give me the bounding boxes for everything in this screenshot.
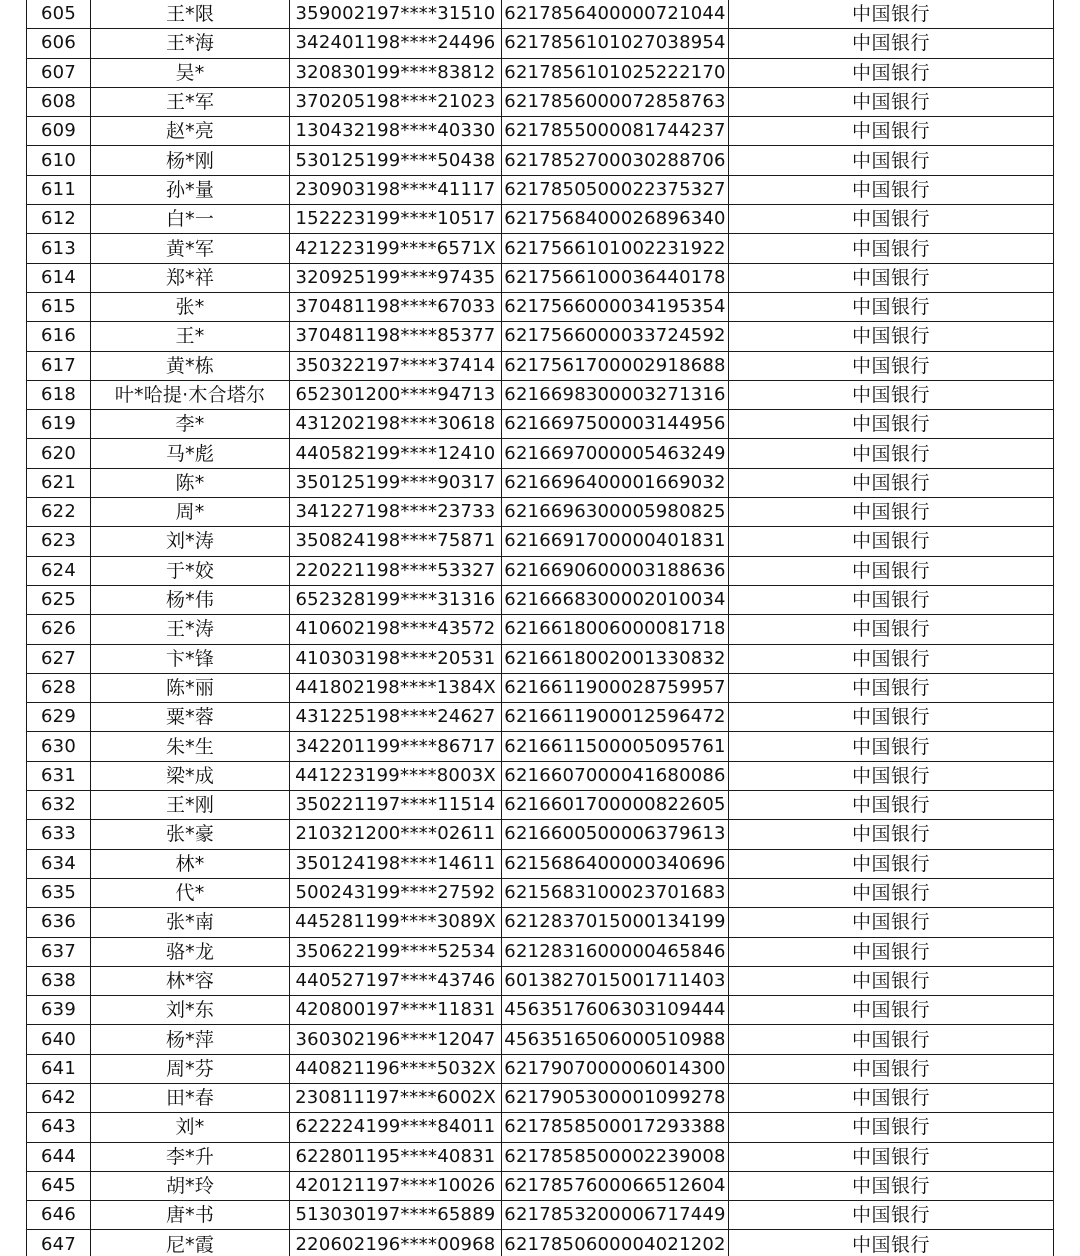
- cell-bank: 中国银行: [729, 732, 1054, 761]
- cell-row-number: 627: [27, 644, 91, 673]
- cell-account-number: 6216601700000822605: [502, 791, 729, 820]
- cell-bank: 中国银行: [729, 703, 1054, 732]
- cell-account-number: 6217856400000721044: [502, 0, 729, 29]
- cell-row-number: 608: [27, 87, 91, 116]
- table-row: [27, 849, 1054, 878]
- table-row: [27, 673, 1054, 702]
- cell-name: 王*海: [91, 29, 290, 58]
- cell-account-number: 6013827015001711403: [502, 966, 729, 995]
- cell-id-number: 410303198****20531: [290, 644, 502, 673]
- cell-row-number: 628: [27, 673, 91, 702]
- table-row: [27, 1201, 1054, 1230]
- cell-bank: 中国银行: [729, 439, 1054, 468]
- cell-name: 赵*亮: [91, 117, 290, 146]
- cell-id-number: 530125199****50438: [290, 146, 502, 175]
- cell-account-number: 6217856101025222170: [502, 58, 729, 87]
- cell-bank: 中国银行: [729, 29, 1054, 58]
- cell-id-number: 152223199****10517: [290, 205, 502, 234]
- cell-id-number: 359002197****31510: [290, 0, 502, 29]
- cell-name: 刘*东: [91, 996, 290, 1025]
- cell-bank: 中国银行: [729, 644, 1054, 673]
- table-row: [27, 117, 1054, 146]
- cell-bank: 中国银行: [729, 1054, 1054, 1083]
- cell-bank: 中国银行: [729, 468, 1054, 497]
- cell-name: 卞*锋: [91, 644, 290, 673]
- cell-bank: 中国银行: [729, 263, 1054, 292]
- cell-id-number: 420121197****10026: [290, 1171, 502, 1200]
- cell-bank: 中国银行: [729, 1083, 1054, 1112]
- cell-bank: 中国银行: [729, 1142, 1054, 1171]
- cell-account-number: 6216668300002010034: [502, 585, 729, 614]
- cell-name: 周*: [91, 498, 290, 527]
- cell-row-number: 618: [27, 380, 91, 409]
- cell-row-number: 638: [27, 966, 91, 995]
- cell-id-number: 431225198****24627: [290, 703, 502, 732]
- cell-bank: 中国银行: [729, 1025, 1054, 1054]
- cell-row-number: 624: [27, 556, 91, 585]
- cell-row-number: 609: [27, 117, 91, 146]
- cell-id-number: 341227198****23733: [290, 498, 502, 527]
- table-row: [27, 1054, 1054, 1083]
- cell-account-number: 6216611500005095761: [502, 732, 729, 761]
- cell-name: 梁*成: [91, 761, 290, 790]
- cell-bank: 中国银行: [729, 791, 1054, 820]
- cell-name: 孙*量: [91, 175, 290, 204]
- cell-row-number: 632: [27, 791, 91, 820]
- cell-name: 陈*: [91, 468, 290, 497]
- cell-name: 张*豪: [91, 820, 290, 849]
- cell-id-number: 320830199****83812: [290, 58, 502, 87]
- table-row: [27, 1083, 1054, 1112]
- cell-bank: 中国银行: [729, 205, 1054, 234]
- cell-account-number: 6216607000041680086: [502, 761, 729, 790]
- cell-row-number: 623: [27, 527, 91, 556]
- cell-id-number: 440582199****12410: [290, 439, 502, 468]
- cell-account-number: 6217905300001099278: [502, 1083, 729, 1112]
- table-row: [27, 644, 1054, 673]
- cell-name: 郑*祥: [91, 263, 290, 292]
- cell-name: 朱*生: [91, 732, 290, 761]
- cell-account-number: 6217566000034195354: [502, 292, 729, 321]
- table-row: [27, 1025, 1054, 1054]
- cell-row-number: 636: [27, 908, 91, 937]
- cell-name: 吴*: [91, 58, 290, 87]
- cell-account-number: 6217857600066512604: [502, 1171, 729, 1200]
- cell-id-number: 652301200****94713: [290, 380, 502, 409]
- cell-id-number: 350125199****90317: [290, 468, 502, 497]
- cell-id-number: 342401198****24496: [290, 29, 502, 58]
- cell-account-number: 6216611900028759957: [502, 673, 729, 702]
- cell-id-number: 350124198****14611: [290, 849, 502, 878]
- cell-row-number: 630: [27, 732, 91, 761]
- cell-row-number: 643: [27, 1113, 91, 1142]
- cell-bank: 中国银行: [729, 761, 1054, 790]
- table-body: [27, 0, 1054, 1256]
- cell-id-number: 500243199****27592: [290, 878, 502, 907]
- cell-bank: 中国银行: [729, 1230, 1054, 1256]
- table-row: [27, 703, 1054, 732]
- cell-id-number: 350622199****52534: [290, 937, 502, 966]
- cell-account-number: 6217566101002231922: [502, 234, 729, 263]
- table-row: [27, 0, 1054, 29]
- cell-bank: 中国银行: [729, 87, 1054, 116]
- cell-row-number: 647: [27, 1230, 91, 1256]
- cell-row-number: 615: [27, 292, 91, 321]
- cell-bank: 中国银行: [729, 585, 1054, 614]
- cell-row-number: 642: [27, 1083, 91, 1112]
- cell-name: 李*: [91, 410, 290, 439]
- cell-id-number: 421223199****6571X: [290, 234, 502, 263]
- cell-name: 王*涛: [91, 615, 290, 644]
- cell-bank: 中国银行: [729, 527, 1054, 556]
- cell-name: 张*南: [91, 908, 290, 937]
- table-row: [27, 1230, 1054, 1256]
- cell-id-number: 370481198****67033: [290, 292, 502, 321]
- cell-bank: 中国银行: [729, 937, 1054, 966]
- cell-row-number: 645: [27, 1171, 91, 1200]
- cell-name: 杨*伟: [91, 585, 290, 614]
- cell-row-number: 606: [27, 29, 91, 58]
- table-row: [27, 996, 1054, 1025]
- cell-row-number: 641: [27, 1054, 91, 1083]
- cell-row-number: 640: [27, 1025, 91, 1054]
- cell-bank: 中国银行: [729, 351, 1054, 380]
- cell-row-number: 622: [27, 498, 91, 527]
- cell-id-number: 370481198****85377: [290, 322, 502, 351]
- cell-row-number: 637: [27, 937, 91, 966]
- cell-bank: 中国银行: [729, 878, 1054, 907]
- cell-bank: 中国银行: [729, 1171, 1054, 1200]
- cell-row-number: 607: [27, 58, 91, 87]
- cell-bank: 中国银行: [729, 410, 1054, 439]
- cell-bank: 中国银行: [729, 58, 1054, 87]
- cell-id-number: 431202198****30618: [290, 410, 502, 439]
- cell-row-number: 631: [27, 761, 91, 790]
- table-row: [27, 205, 1054, 234]
- table-row: [27, 263, 1054, 292]
- cell-account-number: 6216600500006379613: [502, 820, 729, 849]
- cell-id-number: 342201199****86717: [290, 732, 502, 761]
- cell-bank: 中国银行: [729, 146, 1054, 175]
- cell-name: 刘*: [91, 1113, 290, 1142]
- cell-row-number: 633: [27, 820, 91, 849]
- table-row: [27, 732, 1054, 761]
- cell-id-number: 441223199****8003X: [290, 761, 502, 790]
- cell-account-number: 6212831600000465846: [502, 937, 729, 966]
- cell-bank: 中国银行: [729, 175, 1054, 204]
- cell-row-number: 635: [27, 878, 91, 907]
- cell-id-number: 350221197****11514: [290, 791, 502, 820]
- cell-account-number: 6217850500022375327: [502, 175, 729, 204]
- cell-row-number: 605: [27, 0, 91, 29]
- cell-bank: 中国银行: [729, 673, 1054, 702]
- table-row: [27, 439, 1054, 468]
- cell-name: 周*芬: [91, 1054, 290, 1083]
- table-row: [27, 351, 1054, 380]
- cell-account-number: 6217856101027038954: [502, 29, 729, 58]
- cell-bank: 中国银行: [729, 996, 1054, 1025]
- cell-name: 杨*萍: [91, 1025, 290, 1054]
- cell-row-number: 611: [27, 175, 91, 204]
- cell-id-number: 230811197****6002X: [290, 1083, 502, 1112]
- table-row: [27, 410, 1054, 439]
- table-row: [27, 87, 1054, 116]
- cell-bank: 中国银行: [729, 556, 1054, 585]
- cell-account-number: 4563516506000510988: [502, 1025, 729, 1054]
- cell-row-number: 625: [27, 585, 91, 614]
- cell-account-number: 4563517606303109444: [502, 996, 729, 1025]
- cell-account-number: 6216618002001330832: [502, 644, 729, 673]
- cell-name: 唐*书: [91, 1201, 290, 1230]
- cell-id-number: 622801195****40831: [290, 1142, 502, 1171]
- cell-account-number: 6216698300003271316: [502, 380, 729, 409]
- table-row: [27, 234, 1054, 263]
- cell-row-number: 621: [27, 468, 91, 497]
- table-row: [27, 820, 1054, 849]
- cell-row-number: 614: [27, 263, 91, 292]
- cell-account-number: 6217858500017293388: [502, 1113, 729, 1142]
- cell-account-number: 6216696400001669032: [502, 468, 729, 497]
- cell-name: 粟*蓉: [91, 703, 290, 732]
- cell-row-number: 616: [27, 322, 91, 351]
- cell-row-number: 634: [27, 849, 91, 878]
- cell-id-number: 220221198****53327: [290, 556, 502, 585]
- recipient-table: [26, 0, 1054, 1256]
- cell-bank: 中国银行: [729, 322, 1054, 351]
- cell-bank: 中国银行: [729, 1113, 1054, 1142]
- cell-id-number: 420800197****11831: [290, 996, 502, 1025]
- cell-row-number: 620: [27, 439, 91, 468]
- cell-name: 王*军: [91, 87, 290, 116]
- cell-id-number: 220602196****00968: [290, 1230, 502, 1256]
- table-row: [27, 937, 1054, 966]
- cell-name: 林*: [91, 849, 290, 878]
- cell-account-number: 6217566100036440178: [502, 263, 729, 292]
- cell-bank: 中国银行: [729, 966, 1054, 995]
- cell-id-number: 513030197****65889: [290, 1201, 502, 1230]
- cell-name: 代*: [91, 878, 290, 907]
- table-row: [27, 175, 1054, 204]
- cell-bank: 中国银行: [729, 234, 1054, 263]
- table-row: [27, 791, 1054, 820]
- cell-account-number: 6216618006000081718: [502, 615, 729, 644]
- cell-bank: 中国银行: [729, 615, 1054, 644]
- cell-account-number: 6216690600003188636: [502, 556, 729, 585]
- cell-id-number: 440527197****43746: [290, 966, 502, 995]
- cell-row-number: 639: [27, 996, 91, 1025]
- cell-name: 黄*栋: [91, 351, 290, 380]
- cell-bank: 中国银行: [729, 292, 1054, 321]
- cell-id-number: 360302196****12047: [290, 1025, 502, 1054]
- cell-row-number: 610: [27, 146, 91, 175]
- cell-account-number: 6217566000033724592: [502, 322, 729, 351]
- cell-row-number: 626: [27, 615, 91, 644]
- cell-bank: 中国银行: [729, 498, 1054, 527]
- cell-account-number: 6216697000005463249: [502, 439, 729, 468]
- cell-name: 白*一: [91, 205, 290, 234]
- cell-bank: 中国银行: [729, 908, 1054, 937]
- cell-account-number: 6217858500002239008: [502, 1142, 729, 1171]
- cell-account-number: 6217856000072858763: [502, 87, 729, 116]
- cell-id-number: 445281199****3089X: [290, 908, 502, 937]
- cell-account-number: 6217855000081744237: [502, 117, 729, 146]
- table-row: [27, 878, 1054, 907]
- cell-id-number: 350824198****75871: [290, 527, 502, 556]
- table-row: [27, 380, 1054, 409]
- cell-bank: 中国银行: [729, 1201, 1054, 1230]
- table-row: [27, 556, 1054, 585]
- table-row: [27, 908, 1054, 937]
- cell-account-number: 6216696300005980825: [502, 498, 729, 527]
- cell-id-number: 441802198****1384X: [290, 673, 502, 702]
- cell-id-number: 230903198****41117: [290, 175, 502, 204]
- table-row: [27, 58, 1054, 87]
- table-row: [27, 1113, 1054, 1142]
- cell-name: 马*彪: [91, 439, 290, 468]
- cell-name: 杨*刚: [91, 146, 290, 175]
- cell-name: 刘*涛: [91, 527, 290, 556]
- table-row: [27, 585, 1054, 614]
- cell-name: 王*限: [91, 0, 290, 29]
- cell-row-number: 617: [27, 351, 91, 380]
- cell-bank: 中国银行: [729, 820, 1054, 849]
- table-row: [27, 966, 1054, 995]
- table-row: [27, 761, 1054, 790]
- cell-account-number: 6212837015000134199: [502, 908, 729, 937]
- cell-name: 张*: [91, 292, 290, 321]
- cell-id-number: 440821196****5032X: [290, 1054, 502, 1083]
- table-row: [27, 292, 1054, 321]
- cell-id-number: 350322197****37414: [290, 351, 502, 380]
- cell-account-number: 6217907000006014300: [502, 1054, 729, 1083]
- table-row: [27, 1171, 1054, 1200]
- cell-name: 王*刚: [91, 791, 290, 820]
- table-row: [27, 468, 1054, 497]
- table-row: [27, 146, 1054, 175]
- cell-account-number: 6216691700000401831: [502, 527, 729, 556]
- cell-id-number: 320925199****97435: [290, 263, 502, 292]
- cell-row-number: 644: [27, 1142, 91, 1171]
- cell-id-number: 622224199****84011: [290, 1113, 502, 1142]
- cell-name: 陈*丽: [91, 673, 290, 702]
- cell-account-number: 6217561700002918688: [502, 351, 729, 380]
- cell-account-number: 6217568400026896340: [502, 205, 729, 234]
- cell-row-number: 646: [27, 1201, 91, 1230]
- cell-row-number: 629: [27, 703, 91, 732]
- table-row: [27, 29, 1054, 58]
- cell-name: 田*春: [91, 1083, 290, 1112]
- cell-name: 叶*哈提·木合塔尔: [91, 380, 290, 409]
- cell-bank: 中国银行: [729, 849, 1054, 878]
- cell-account-number: 6215686400000340696: [502, 849, 729, 878]
- table-row: [27, 322, 1054, 351]
- cell-name: 于*姣: [91, 556, 290, 585]
- cell-id-number: 130432198****40330: [290, 117, 502, 146]
- cell-name: 黄*军: [91, 234, 290, 263]
- cell-name: 王*: [91, 322, 290, 351]
- cell-id-number: 370205198****21023: [290, 87, 502, 116]
- table-row: [27, 527, 1054, 556]
- cell-account-number: 6217850600004021202: [502, 1230, 729, 1256]
- cell-row-number: 619: [27, 410, 91, 439]
- cell-name: 林*容: [91, 966, 290, 995]
- cell-account-number: 6217852700030288706: [502, 146, 729, 175]
- cell-bank: 中国银行: [729, 0, 1054, 29]
- cell-row-number: 612: [27, 205, 91, 234]
- cell-name: 胡*玲: [91, 1171, 290, 1200]
- table-row: [27, 498, 1054, 527]
- cell-id-number: 652328199****31316: [290, 585, 502, 614]
- cell-row-number: 613: [27, 234, 91, 263]
- cell-account-number: 6217853200006717449: [502, 1201, 729, 1230]
- cell-account-number: 6216611900012596472: [502, 703, 729, 732]
- table-row: [27, 1142, 1054, 1171]
- cell-name: 尼*霞: [91, 1230, 290, 1256]
- table-row: [27, 615, 1054, 644]
- cell-bank: 中国银行: [729, 117, 1054, 146]
- cell-id-number: 410602198****43572: [290, 615, 502, 644]
- cell-account-number: 6215683100023701683: [502, 878, 729, 907]
- cell-id-number: 210321200****02611: [290, 820, 502, 849]
- cell-name: 李*升: [91, 1142, 290, 1171]
- cell-name: 骆*龙: [91, 937, 290, 966]
- cell-bank: 中国银行: [729, 380, 1054, 409]
- cell-account-number: 6216697500003144956: [502, 410, 729, 439]
